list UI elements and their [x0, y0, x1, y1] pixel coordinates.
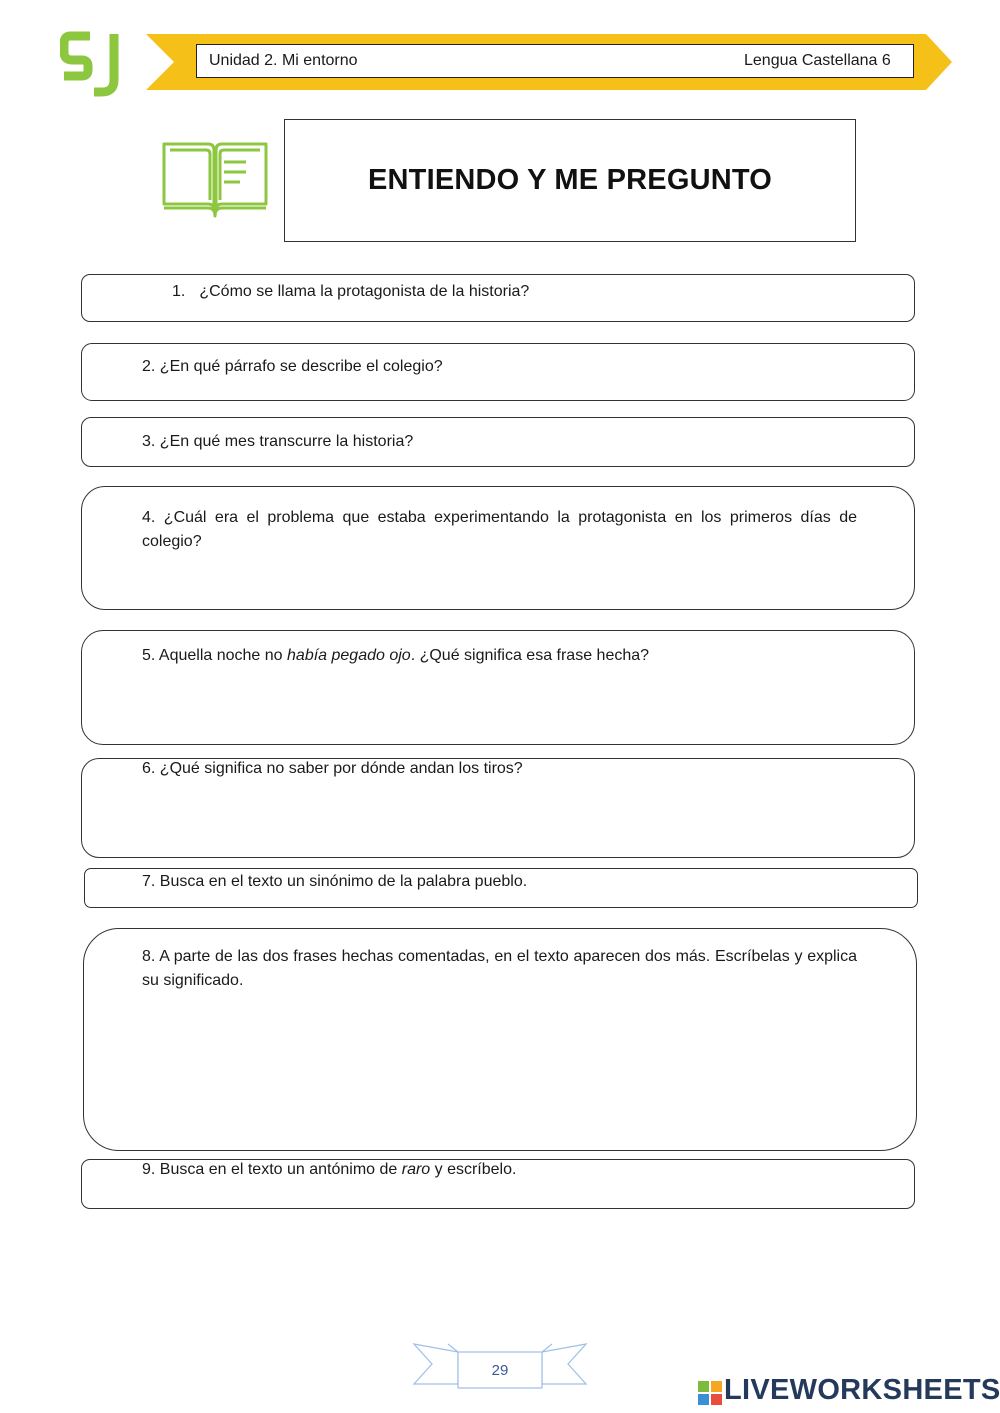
- liveworksheets-logo-icon: [698, 1381, 722, 1405]
- question-4-number: 4.: [142, 509, 156, 526]
- question-7-number: 7.: [142, 873, 156, 890]
- question-3-label: ¿En qué mes transcurre la historia?: [159, 433, 414, 450]
- question-2-number: 2.: [142, 358, 156, 375]
- page-number: 29: [491, 1362, 509, 1379]
- question-6-label: ¿Qué significa no saber por dónde andan los tiros?: [159, 760, 523, 777]
- question-7-label: Busca en el texto un sinónimo de la palabra pueblo.: [159, 873, 528, 890]
- question-2-text: [142, 355, 443, 379]
- question-1-number: 1.: [172, 283, 186, 300]
- question-1-label: ¿Cómo se llama la protagonista de la historia?: [199, 283, 530, 300]
- page-title: ENTIENDO Y ME PREGUNTO: [367, 164, 773, 196]
- question-9-label-start: Busca en el texto un antónimo de: [159, 1161, 402, 1178]
- question-3-number: 3.: [142, 433, 156, 450]
- question-6-number: 6.: [142, 760, 156, 777]
- liveworksheets-brand[interactable]: LIVEWORKSHEETS: [724, 1374, 1000, 1406]
- title-box: [284, 119, 856, 242]
- question-7-text: [142, 870, 527, 894]
- sj-logo: [60, 28, 126, 100]
- question-9-label-end: y escríbelo.: [430, 1161, 517, 1178]
- question-5-label-start: Aquella noche no: [158, 647, 288, 664]
- question-5-label-italic: había pegado ojo: [287, 647, 411, 664]
- question-8-number: 8.: [142, 948, 156, 965]
- question-4-label: ¿Cuál era el problema que estaba experimentando la protagonista en los primeros días de colegio?: [142, 509, 858, 550]
- open-book-icon: [160, 136, 270, 220]
- question-2-label: ¿En qué párrafo se describe el colegio?: [159, 358, 443, 375]
- question-6-text: [142, 757, 523, 781]
- unit-label: Unidad 2. Mi entorno: [209, 52, 358, 69]
- question-5-label-end: . ¿Qué significa esa frase hecha?: [410, 647, 650, 664]
- question-5-number: 5.: [142, 647, 156, 664]
- subject-label: Lengua Castellana 6: [744, 52, 891, 69]
- question-1-text: [172, 280, 529, 304]
- question-9-text: [142, 1158, 516, 1182]
- question-8-text: [142, 945, 857, 993]
- question-9-label-italic: raro: [401, 1161, 431, 1178]
- question-9-number: 9.: [142, 1161, 156, 1178]
- question-8-label: A parte de las dos frases hechas comentadas, en el texto aparecen dos más. Escríbelas y explica su significado.: [142, 948, 858, 989]
- question-5-text: [142, 644, 649, 668]
- question-3-text: [142, 430, 413, 454]
- question-4-text: [142, 506, 857, 554]
